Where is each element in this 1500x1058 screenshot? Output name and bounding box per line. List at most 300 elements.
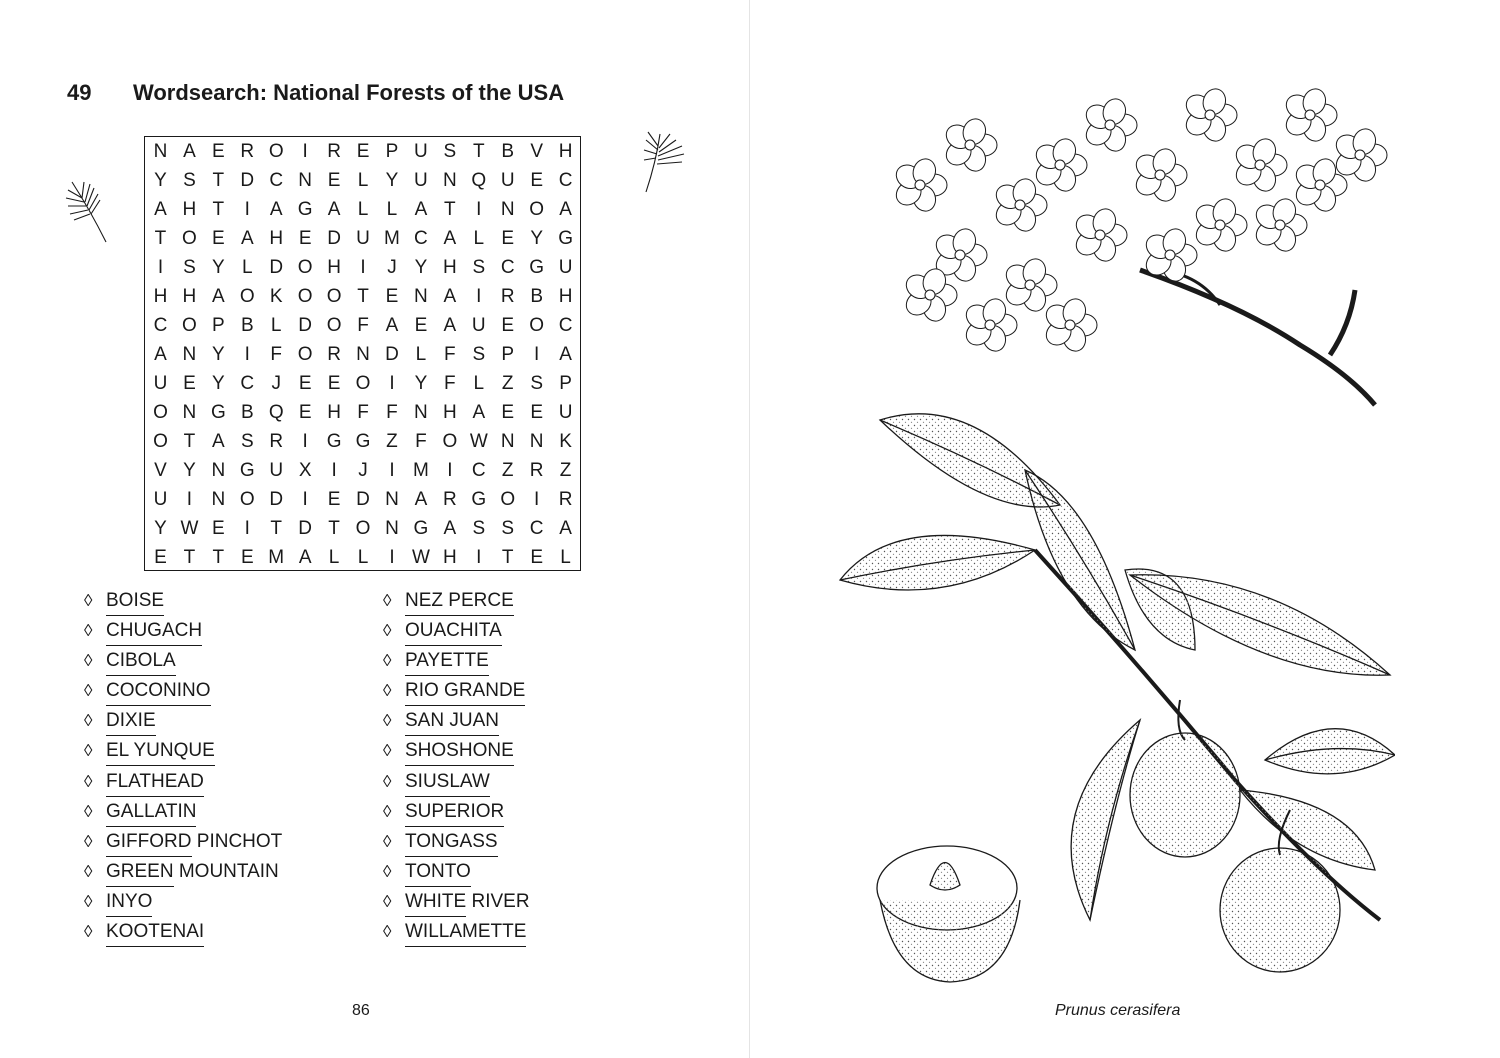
grid-letter: H [558,141,573,162]
grid-letter: F [386,402,398,423]
grid-letter: C [269,170,284,191]
grid-letter: G [471,489,487,510]
grid-letter: F [357,402,369,423]
grid-letter: L [415,344,427,365]
grid-letter: U [558,257,573,278]
word-label: DIXIE [106,708,156,736]
grid-letter: Q [268,402,284,423]
grid-letter: L [328,547,340,568]
grid-letter: S [472,257,486,278]
word-label: CIBOLA [106,648,176,676]
grid-letter: I [360,257,366,278]
grid-letter: E [501,402,515,423]
grid-letter: N [414,286,428,307]
grid-letter: H [182,199,197,220]
word-label: SHOSHONE [405,738,514,766]
puzzle-heading [67,80,564,106]
grid-letter: L [473,228,485,249]
grid-row [146,485,580,514]
grid-letter: I [389,460,395,481]
blossom-icon [1072,206,1127,264]
grid-letter: U [153,489,168,510]
grid-letter: I [186,489,193,510]
grid-letter: C [471,460,486,481]
blossom-icon [1132,146,1187,204]
grid-letter: O [239,286,255,307]
grid-letter: O [297,344,313,365]
grid-letter: T [183,431,196,452]
grid-letter: H [153,286,168,307]
grid-letter: F [270,344,283,365]
grid-letter: O [239,489,255,510]
word-list-item [84,829,282,859]
grid-letter: D [269,257,284,278]
word-list [84,588,604,948]
grid-letter: R [529,460,544,481]
word-list-item [84,648,282,678]
grid-letter: O [268,141,284,162]
grid-letter: R [558,489,573,510]
grid-row [146,137,580,166]
grid-letter: E [501,228,515,249]
grid-letter: I [389,373,395,394]
grid-letter: E [530,170,543,191]
grid-letter: B [501,141,515,162]
word-label: KOOTENAI [106,919,204,947]
blossom-icon [962,296,1017,354]
grid-letter: I [157,257,164,278]
grid-letter: R [269,431,284,452]
grid-letter: I [534,344,540,365]
word-list-item [84,618,282,648]
word-list-item [383,799,530,829]
grid-letter: E [385,286,399,307]
word-label: SIUSLAW [405,769,490,797]
grid-letter: R [327,344,341,365]
grid-letter: W [469,431,488,452]
grid-letter: D [298,315,313,336]
word-list-item [383,618,530,648]
diamond-bullet-icon: ◊ [383,831,392,851]
diamond-bullet-icon: ◊ [84,891,93,911]
word-list-item [383,859,530,889]
word-list-item [84,799,282,829]
grid-letter: J [271,373,281,394]
grid-letter: Y [385,170,399,191]
blossom-icon [1002,256,1057,314]
grid-letter: S [472,518,486,539]
wordsearch-grid [144,136,581,571]
grid-letter: P [559,373,572,394]
grid-letter: E [212,228,225,249]
word-list-item [383,708,530,738]
blossom-icon [992,176,1047,234]
grid-letter: Y [212,257,225,278]
grid-letter: U [269,460,284,481]
word-label: INYO [106,889,152,917]
grid-letter: K [559,431,572,452]
grid-letter: C [500,257,515,278]
grid-letter: O [326,286,342,307]
grid-letter: U [153,373,168,394]
grid-letter: U [500,170,515,191]
diamond-bullet-icon: ◊ [383,591,392,610]
grid-letter: L [357,170,369,191]
grid-letter: N [529,431,544,452]
grid-letter: L [357,547,369,568]
grid-row [146,282,580,311]
word-list-item [383,738,530,768]
grid-letter: R [500,286,515,307]
grid-letter: L [357,199,369,220]
grid-letter: E [298,373,312,394]
grid-letter: N [414,402,428,423]
grid-letter: D [385,344,399,365]
grid-letter: O [500,489,516,510]
word-list-item [84,769,282,799]
diamond-bullet-icon: ◊ [84,741,93,761]
grid-letter: O [442,431,458,452]
grid-letter: G [558,228,573,249]
grid-letter: A [183,141,196,162]
word-list-item [84,738,282,768]
grid-letter: I [244,344,250,365]
grid-letter: T [472,141,485,162]
word-list-item [84,708,282,738]
grid-letter: O [153,431,168,452]
grid-letter: D [298,518,313,539]
grid-letter: D [240,170,255,191]
grid-letter: S [443,141,457,162]
grid-letter: R [327,141,341,162]
grid-letter: A [559,518,572,539]
grid-letter: Q [471,170,487,191]
blossom-icon [1082,96,1137,154]
word-label: TONGASS [405,829,498,857]
grid-letter: I [331,460,337,481]
grid-letter: D [327,228,341,249]
grid-letter: U [414,141,428,162]
word-label-suffix: MOUNTAIN [173,860,279,882]
grid-letter: E [327,489,341,510]
grid-letter: N [385,489,399,510]
diamond-bullet-icon: ◊ [383,741,392,761]
grid-letter: A [212,286,225,307]
grid-letter: W [411,547,430,568]
diamond-bullet-icon: ◊ [383,771,392,791]
grid-letter: N [442,170,457,191]
grid-letter: A [154,199,167,220]
grid-letter: Y [414,257,428,278]
grid-letter: G [297,199,313,220]
grid-letter: G [239,460,255,481]
grid-letter: N [385,518,399,539]
grid-letter: L [560,547,571,568]
grid-letter: P [385,141,399,162]
grid-row [146,543,580,572]
grid-letter: L [473,373,485,394]
word-list-item [84,678,282,708]
word-label: WHITE [405,889,466,917]
grid-letter: S [530,373,543,394]
grid-letter: C [414,228,428,249]
grid-letter: B [240,315,254,336]
grid-letter: C [240,373,255,394]
word-list-item [84,859,282,889]
diamond-bullet-icon: ◊ [383,681,392,701]
grid-letter: S [183,257,196,278]
grid-letter: A [443,518,457,539]
grid-letter: H [269,228,284,249]
word-label: SUPERIOR [405,799,504,827]
grid-letter: T [212,547,225,568]
grid-letter: Y [212,344,225,365]
grid-letter: B [240,402,254,423]
grid-letter: H [558,286,573,307]
word-label: BOISE [106,588,164,616]
grid-letter: O [529,199,545,220]
word-label: EL YUNQUE [106,738,215,766]
grid-letter: I [534,489,540,510]
grid-letter: O [297,257,313,278]
word-label: SAN JUAN [405,708,499,736]
diamond-bullet-icon: ◊ [84,621,93,641]
grid-letter: M [384,228,400,249]
grid-letter: R [240,141,255,162]
diamond-bullet-icon: ◊ [84,651,93,671]
word-list-item [84,889,282,919]
grid-letter: I [302,141,308,162]
diamond-bullet-icon: ◊ [84,831,93,851]
grid-letter: A [269,199,283,220]
grid-letter: A [443,228,457,249]
word-label: GREEN [106,859,174,887]
grid-letter: N [298,170,313,191]
page-spine [749,0,750,1058]
grid-row [146,195,580,224]
grid-letter: P [212,315,225,336]
grid-letter: H [442,257,457,278]
grid-letter: E [327,170,341,191]
grid-letter: N [211,460,226,481]
grid-letter: E [298,228,312,249]
grid-letter: T [154,228,167,249]
grid-letter: F [415,431,427,452]
grid-letter: G [210,402,226,423]
word-label-suffix: PINCHOT [191,830,283,852]
grid-letter: Z [386,431,398,452]
grid-letter: A [559,344,572,365]
grid-letter: F [444,373,456,394]
grid-row [146,456,580,485]
grid-row [146,398,580,427]
grid-letter: W [180,518,199,539]
grid-letter: G [326,431,342,452]
grid-row [146,369,580,398]
grid-letter: E [298,402,312,423]
grid-letter: A [414,489,428,510]
word-list-item [84,919,282,949]
diamond-bullet-icon: ◊ [383,621,392,641]
blossom-icon [1042,296,1097,354]
word-list-right-column [383,588,530,949]
grid-letter: U [414,170,428,191]
grid-letter: Z [501,460,514,481]
grid-letter: T [212,199,225,220]
grid-letter: O [529,315,545,336]
grid-letter: O [153,402,168,423]
diamond-bullet-icon: ◊ [84,771,93,791]
blossom-icon [942,116,997,174]
grid-row [146,427,580,456]
grid-letter: O [182,315,197,336]
grid-letter: J [387,257,397,278]
diamond-bullet-icon: ◊ [84,711,93,731]
grid-letter: E [327,373,341,394]
grid-letter: L [241,257,253,278]
grid-letter: I [476,199,482,220]
grid-letter: T [212,170,225,191]
grid-letter: D [269,489,284,510]
grid-letter: T [328,518,340,539]
grid-row [146,253,580,282]
word-label: COCONINO [106,678,211,706]
word-label-suffix: RIVER [466,890,530,912]
blossom-icon [1192,196,1247,254]
grid-letter: H [327,402,341,423]
grid-letter: F [444,344,456,365]
grid-letter: E [212,518,225,539]
grid-letter: M [412,460,429,481]
diamond-bullet-icon: ◊ [84,801,93,821]
grid-letter: E [414,315,428,336]
grid-letter: A [240,228,254,249]
grid-letter: I [389,547,395,568]
grid-letter: Z [559,460,572,481]
grid-letter: H [327,257,341,278]
blossom-icon [1282,86,1337,144]
diamond-bullet-icon: ◊ [383,711,392,731]
grid-letter: N [500,431,515,452]
plum-branch-illustration [835,400,1395,990]
grid-letter: I [244,199,250,220]
word-label: PAYETTE [405,648,489,676]
word-list-item [383,588,530,618]
grid-letter: H [182,286,197,307]
word-label: FLATHEAD [106,769,204,797]
grid-letter: Y [414,373,428,394]
grid-row [146,340,580,369]
grid-letter: O [182,228,197,249]
grid-letter: F [357,315,369,336]
grid-letter: A [212,431,225,452]
grid-letter: L [270,315,282,336]
word-label: GIFFORD [106,829,192,857]
grid-letter: E [183,373,196,394]
blossom-icon [1252,196,1307,254]
grid-letter: S [240,431,254,452]
grid-letter: G [413,518,429,539]
grid-letter: I [302,489,308,510]
grid-letter: O [297,286,313,307]
grid-letter: T [444,199,456,220]
grid-letter: U [471,315,486,336]
grid-letter: M [268,547,285,568]
grid-letter: S [501,518,515,539]
grid-letter: A [414,199,428,220]
grid-letter: Y [530,228,543,249]
grid-letter: H [442,547,457,568]
diamond-bullet-icon: ◊ [84,681,93,701]
blossom-icon [1232,136,1287,194]
grid-letter: I [476,286,482,307]
diamond-bullet-icon: ◊ [383,651,392,671]
word-list-item [383,769,530,799]
grid-letter: C [558,170,573,191]
grid-letter: N [153,141,168,162]
grid-letter: P [501,344,515,365]
grid-letter: A [472,402,486,423]
illustration-caption: Prunus cerasifera [1055,1002,1181,1019]
puzzle-number: 49 [67,80,92,105]
diamond-bullet-icon: ◊ [383,861,392,881]
blossom-icon [1182,86,1237,144]
word-list-left-column [84,588,282,949]
grid-letter: E [530,402,543,423]
grid-letter: G [355,431,371,452]
grid-letter: T [501,547,514,568]
word-label: GALLATIN [106,799,196,827]
word-label: RIO GRANDE [405,678,525,706]
leaf-sprig-icon [640,126,690,196]
grid-letter: O [326,315,342,336]
diamond-bullet-icon: ◊ [383,891,392,911]
grid-letter: E [154,547,167,568]
grid-row [146,224,580,253]
grid-letter: C [529,518,544,539]
grid-letter: A [154,344,167,365]
diamond-bullet-icon: ◊ [84,591,93,610]
grid-letter: A [327,199,341,220]
grid-row [146,514,580,543]
grid-letter: D [356,489,370,510]
grid-letter: V [530,141,543,162]
word-list-item [383,889,530,919]
diamond-bullet-icon: ◊ [383,922,392,942]
grid-letter: G [529,257,545,278]
grid-letter: E [501,315,515,336]
puzzle-title: Wordsearch: National Forests of the USA [133,80,565,105]
grid-letter: E [356,141,370,162]
grid-letter: E [212,141,225,162]
grid-letter: Y [154,518,167,539]
grid-letter: B [530,286,543,307]
word-list-item [383,919,530,949]
grid-letter: R [442,489,457,510]
grid-letter: T [357,286,369,307]
grid-letter: X [298,460,312,481]
grid-letter: Y [212,373,225,394]
grid-letter: Z [501,373,514,394]
grid-letter: O [355,518,371,539]
grid-letter: H [442,402,457,423]
word-list-item [383,648,530,678]
word-label: CHUGACH [106,618,202,646]
grid-letter: K [269,286,283,307]
blossom-branch-illustration [860,55,1400,410]
word-list-item [84,588,282,618]
grid-letter: I [447,460,453,481]
